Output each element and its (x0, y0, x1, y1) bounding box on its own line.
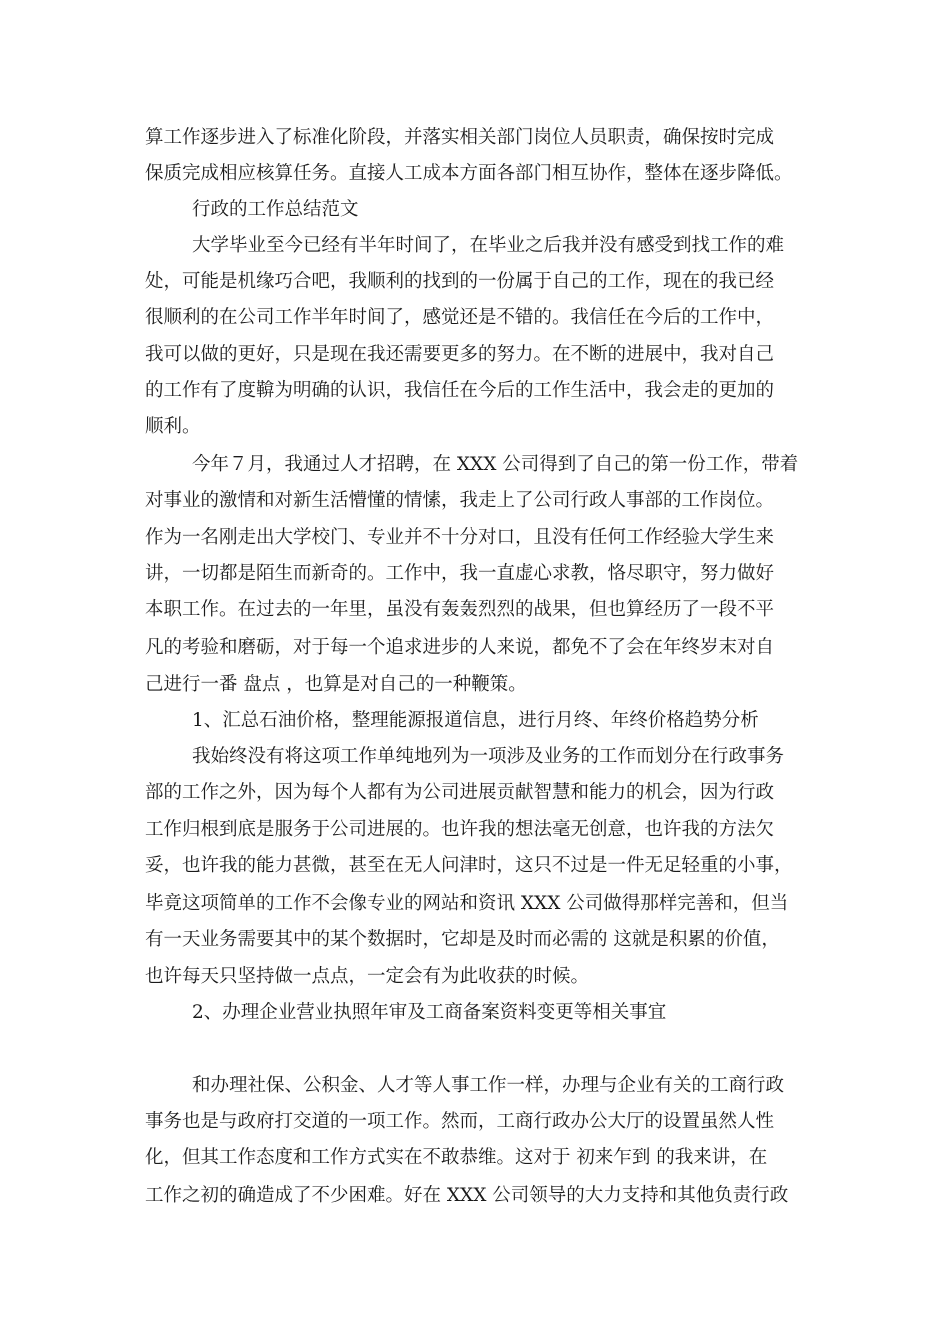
text-line: 的工作有了度鞥为明确的认识，我信任在今后的工作生活中，我会走的更加的 (145, 380, 775, 401)
text-line: 化，但其工作态度和工作方式实在不敢恭维。这对于 初来乍到 的我来讲，在 (145, 1147, 768, 1168)
text-line: 大学毕业至今已经有半年时间了，在毕业之后我并没有感受到找工作的难 (192, 235, 785, 256)
text-line: 也许每天只坚持做一点点，一定会有为此收获的时候。 (145, 966, 590, 987)
text-line: 我可以做的更好，只是现在我还需要更多的努力。在不断的进展中，我对自己 (145, 344, 775, 365)
section-heading: 行政的工作总结范文 (192, 199, 359, 220)
text-line: 作为一名刚走出大学校门、专业并不十分对口，且没有任何工作经验大学生来 (145, 527, 775, 548)
list-heading: 2、办理企业营业执照年审及工商备案资料变更等相关事宜 (192, 1002, 667, 1023)
text-line: 毕竟这项简单的工作不会像专业的网站和资讯 XXX 公司做得那样完善和，但当 (145, 893, 789, 914)
text-line: 妥，也许我的能力甚微，甚至在无人问津时，这只不过是一件无足轻重的小事， (145, 855, 793, 876)
text-line: 工作归根到底是服务于公司进展的。也许我的想法毫无创意，也许我的方法欠 (145, 819, 775, 840)
text-line: 保质完成相应核算任务。直接人工成本方面各部门相互协作，整体在逐步降低。 (145, 163, 793, 184)
text-line: 我始终没有将这项工作单纯地列为一项涉及业务的工作而划分在行政事务 (192, 746, 785, 767)
text-line: 很顺利的在公司工作半年时间了，感觉还是不错的。我信任在今后的工作中， (145, 307, 775, 328)
text-line: 算工作逐步进入了标准化阶段，并落实相关部门岗位人员职责，确保按时完成 (145, 127, 775, 148)
text-line: 和办理社保、公积金、人才等人事工作一样，办理与企业有关的工商行政 (192, 1075, 785, 1096)
text-line: 对事业的激情和对新生活懵懂的情愫，我走上了公司行政人事部的工作岗位。 (145, 490, 775, 511)
text-line: 讲，一切都是陌生而新奇的。工作中，我一直虚心求教，恪尽职守，努力做好 (145, 563, 775, 584)
text-line: 有一天业务需要其中的某个数据时，它却是及时而必需的 这就是积累的价值， (145, 929, 780, 950)
text-line: 今年７月，我通过人才招聘，在 XXX 公司得到了自己的第一份工作，带着 (192, 454, 799, 475)
text-line: 己进行一番 盘点 ，也算是对自己的一种鞭策。 (145, 674, 527, 695)
text-line: 本职工作。在过去的一年里，虽没有轰轰烈烈的战果，但也算经历了一段不平 (145, 599, 775, 620)
text-line: 处，可能是机缘巧合吧，我顺利的找到的一份属于自己的工作，现在的我已经 (145, 271, 775, 292)
text-line: 部的工作之外，因为每个人都有为公司进展贡献智慧和能力的机会，因为行政 (145, 782, 775, 803)
text-line: 凡的考验和磨砺，对于每一个追求进步的人来说，都免不了会在年终岁末对自 (145, 637, 775, 658)
text-line: 事务也是与政府打交道的一项工作。然而，工商行政办公大厅的设置虽然人性 (145, 1111, 775, 1132)
text-line: 顺利。 (145, 416, 201, 437)
text-line: 工作之初的确造成了不少困难。好在 XXX 公司领导的大力支持和其他负责行政 (145, 1185, 789, 1206)
list-heading: 1、汇总石油价格，整理能源报道信息，进行月终、年终价格趋势分析 (192, 710, 759, 731)
